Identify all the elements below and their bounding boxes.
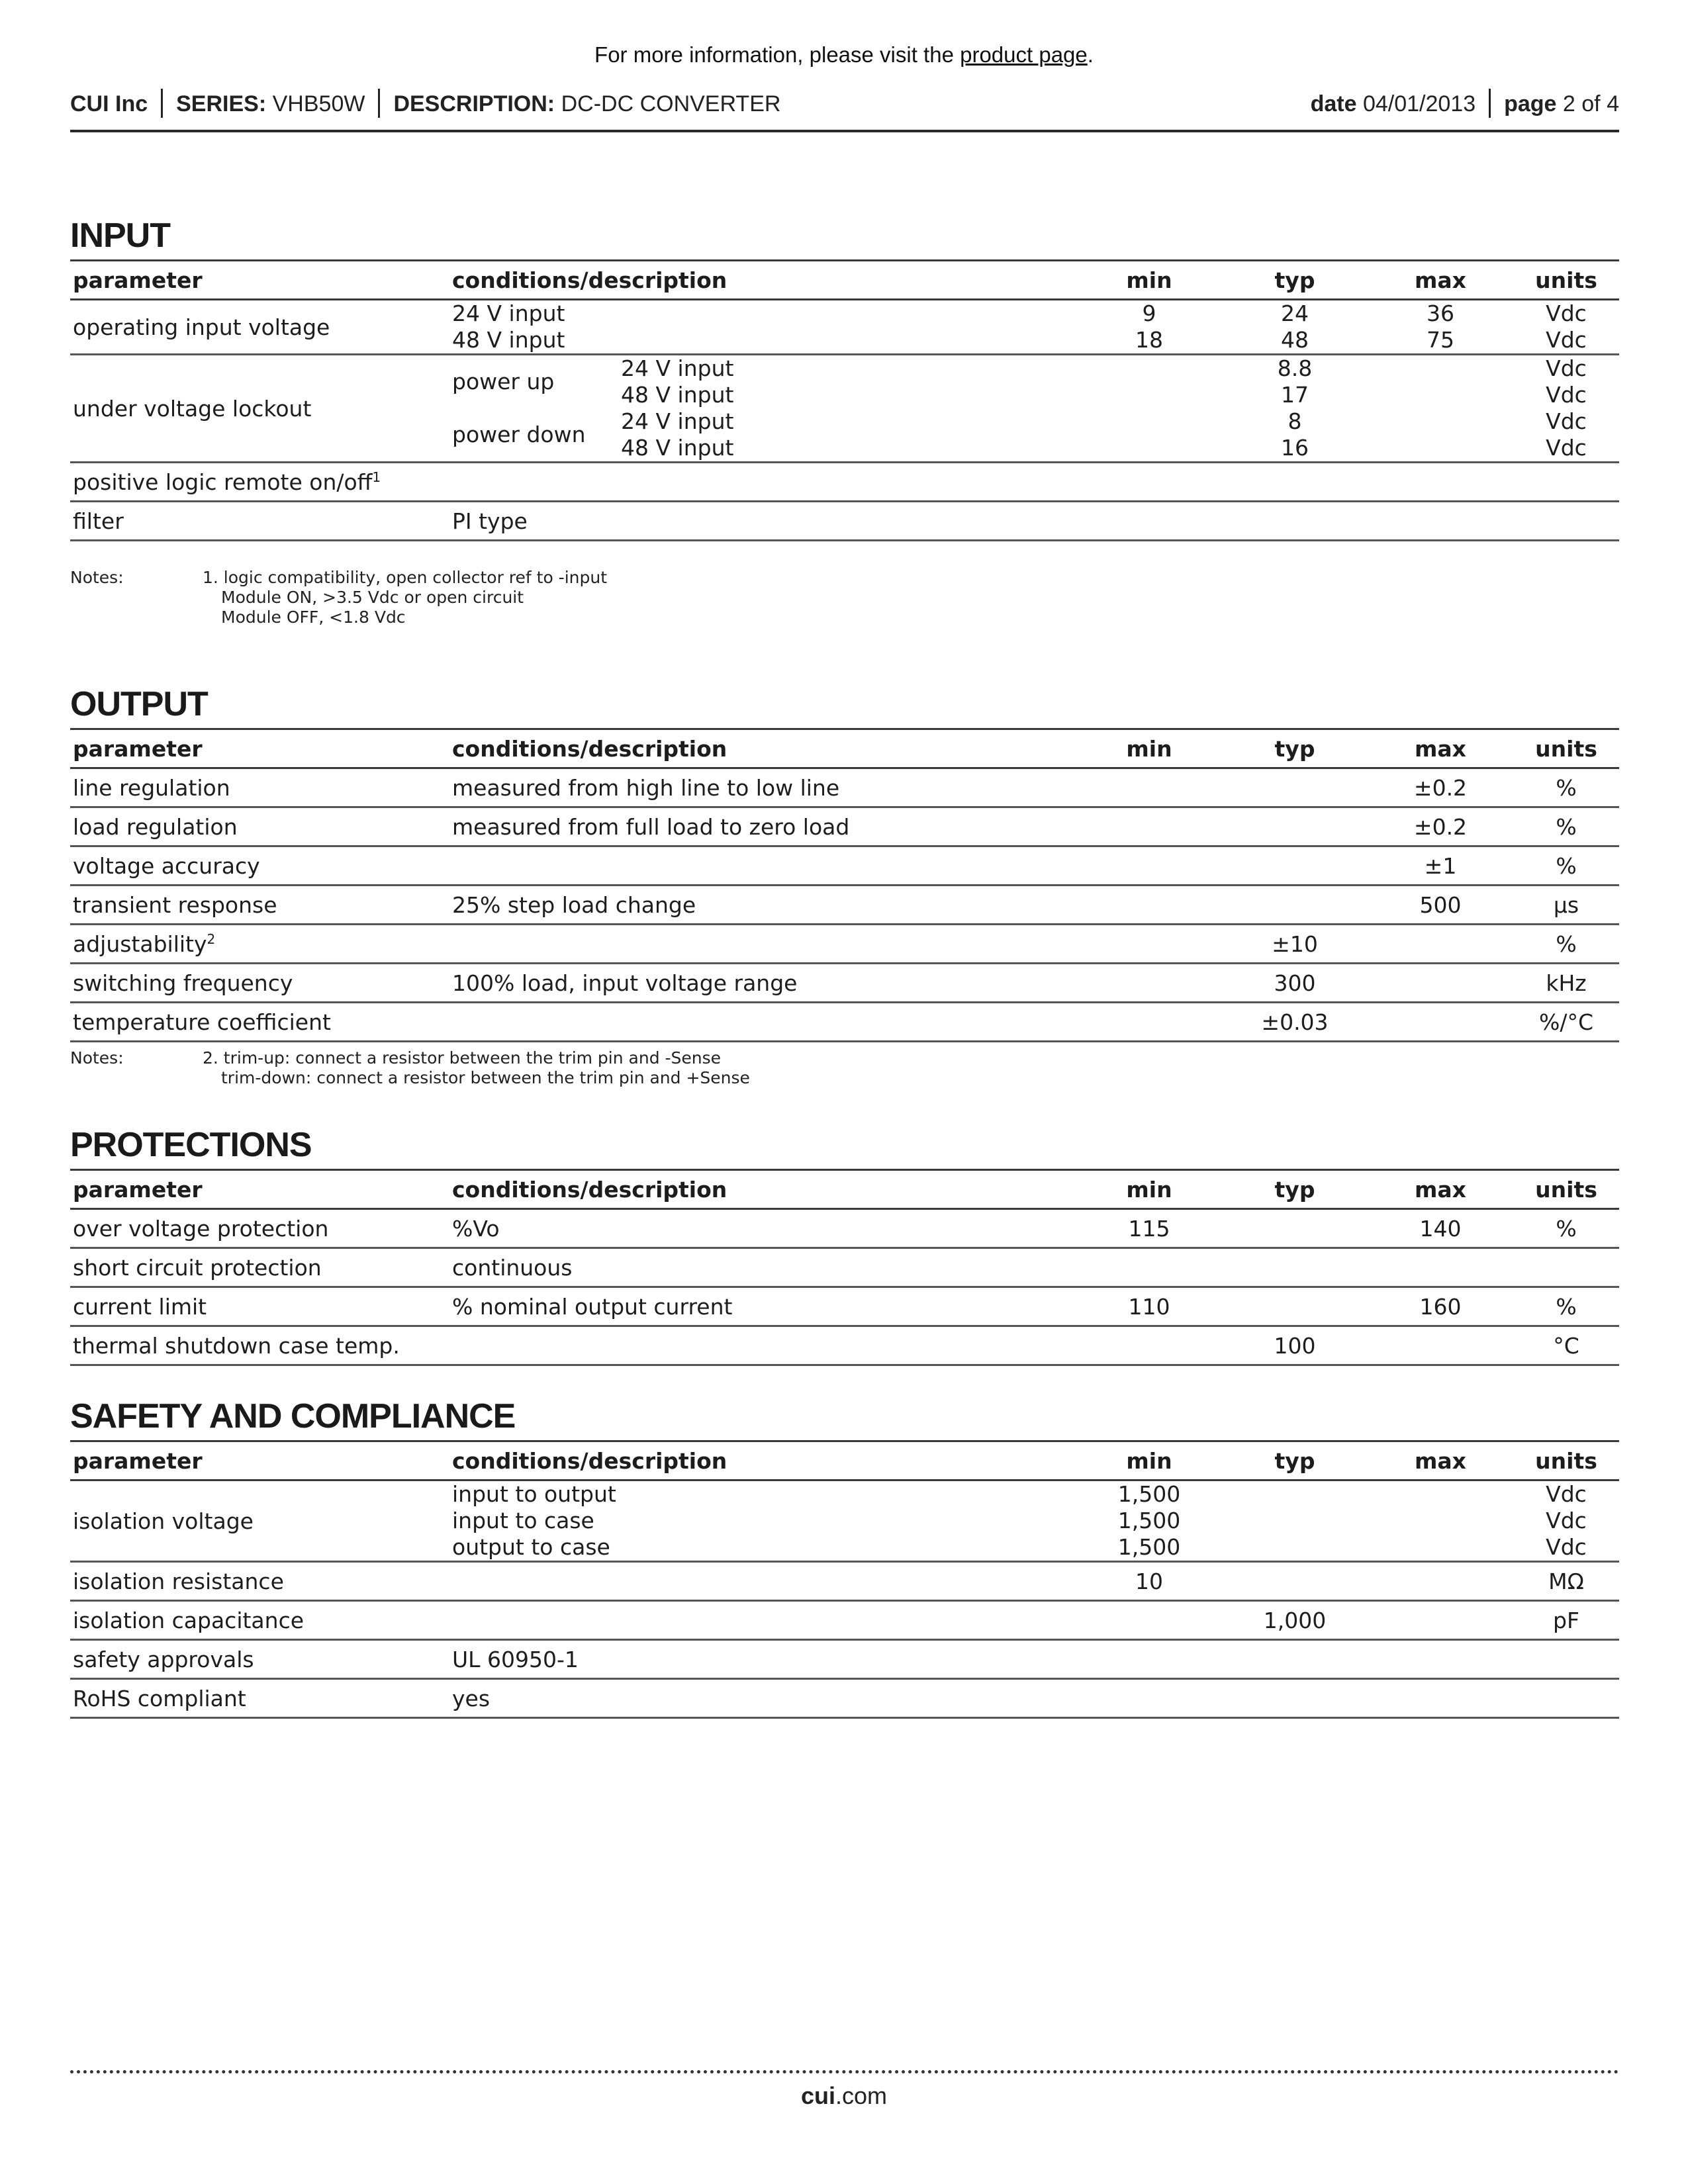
table-row: RoHS compliant yes	[70, 1679, 1619, 1718]
min-cell: 9 18	[1076, 300, 1222, 355]
typ-cell: 8.8 17 8 16	[1222, 355, 1368, 463]
safety-table	[70, 1440, 1619, 1719]
section-title-input: INPUT	[70, 216, 170, 255]
description-label: DESCRIPTION:	[393, 91, 555, 116]
header-divider	[378, 89, 380, 118]
product-info-line	[0, 42, 1688, 68]
footer-divider	[70, 2070, 1619, 2073]
input-table	[70, 259, 1619, 541]
footer-link[interactable]	[0, 2082, 1688, 2110]
conditions-cell: power up 24 V input 48 V input power down 24 V input 48 V input	[449, 355, 1076, 463]
table-row: over voltage protection %Vo 115 140 %	[70, 1209, 1619, 1248]
input-notes: Notes: 1. logic compatibility, open collector ref to -input Module ON, >3.5 Vdc or open circuit Module OFF, <1.8 Vdc	[70, 568, 608, 627]
table-row: short circuit protection continuous	[70, 1248, 1619, 1287]
table-row: transient response 25% step load change 500 μs	[70, 886, 1619, 925]
table-row: temperature coefficient ±0.03 %/°C	[70, 1003, 1619, 1042]
series-value: VHB50W	[272, 91, 365, 116]
param-cell: positive logic remote on/off$^1$	[70, 463, 1076, 502]
conditions-cell: PI type	[449, 502, 1076, 541]
table-row: voltage accuracy ±1 %	[70, 846, 1619, 886]
section-title-output: OUTPUT	[70, 685, 208, 723]
col-typ: typ	[1222, 261, 1368, 300]
product-page-link[interactable]: product page	[960, 42, 1088, 67]
table-row: isolation capacitance 1,000 pF	[70, 1601, 1619, 1640]
footer-domain: .com	[835, 2082, 888, 2109]
table-header-row	[70, 261, 1619, 300]
page-number: 2 of 4	[1562, 91, 1619, 116]
date-label: date	[1310, 91, 1357, 116]
info-prefix: For more information, please visit the	[594, 42, 961, 67]
page-label: page	[1504, 91, 1557, 116]
max-cell	[1368, 355, 1513, 463]
table-row: isolation voltage input to output input to case output to case 1,500 1,500 1,500 Vdc Vdc Vdc	[70, 1480, 1619, 1562]
col-max: max	[1368, 261, 1513, 300]
table-header-row: parameter conditions/description min typ max units	[70, 1441, 1619, 1480]
output-table	[70, 728, 1619, 1042]
col-conditions: conditions/description	[449, 261, 1076, 300]
conditions-cell: 24 V input 48 V input	[449, 300, 1076, 355]
min-cell	[1076, 355, 1222, 463]
footer-brand: cui	[800, 2082, 835, 2109]
table-row: line regulation measured from high line to low line ±0.2 %	[70, 768, 1619, 807]
description-value: DC-DC CONVERTER	[561, 91, 781, 116]
page-header	[70, 89, 1619, 132]
company-name: CUI Inc	[70, 91, 148, 116]
table-row	[70, 300, 1619, 355]
table-row	[70, 355, 1619, 463]
info-suffix: .	[1087, 42, 1094, 67]
table-header-row: parameter conditions/description min typ max units	[70, 729, 1619, 768]
col-parameter: parameter	[70, 261, 449, 300]
table-row: adjustability$^2$ ±10 %	[70, 925, 1619, 964]
output-notes: Notes: 2. trim-up: connect a resistor between the trim pin and -Sense trim-down: connect a resistor between the trim pin and +Sense	[70, 1048, 750, 1087]
param-cell: filter	[70, 502, 449, 541]
table-row: safety approvals UL 60950-1	[70, 1640, 1619, 1679]
typ-cell: 24 48	[1222, 300, 1368, 355]
table-row: load regulation measured from full load to zero load ±0.2 %	[70, 807, 1619, 846]
table-row	[70, 463, 1619, 502]
param-cell: operating input voltage	[70, 300, 449, 355]
series-label: SERIES:	[176, 91, 267, 116]
max-cell: 36 75	[1368, 300, 1513, 355]
param-cell: under voltage lockout	[70, 355, 449, 463]
table-row: thermal shutdown case temp. 100 °C	[70, 1326, 1619, 1365]
table-row	[70, 502, 1619, 541]
table-row: isolation resistance 10 MΩ	[70, 1562, 1619, 1601]
header-divider	[161, 89, 163, 118]
section-title-protections: PROTECTIONS	[70, 1126, 312, 1164]
section-title-safety: SAFETY AND COMPLIANCE	[70, 1397, 516, 1435]
table-row: current limit % nominal output current 110 160 %	[70, 1287, 1619, 1326]
protections-table	[70, 1169, 1619, 1366]
header-divider	[1489, 89, 1491, 118]
units-cell: Vdc Vdc	[1513, 300, 1619, 355]
date-value: 04/01/2013	[1362, 91, 1476, 116]
col-units: units	[1513, 261, 1619, 300]
units-cell: Vdc Vdc Vdc Vdc	[1513, 355, 1619, 463]
table-row: switching frequency 100% load, input voltage range 300 kHz	[70, 964, 1619, 1003]
col-min: min	[1076, 261, 1222, 300]
table-header-row: parameter conditions/description min typ max units	[70, 1170, 1619, 1209]
